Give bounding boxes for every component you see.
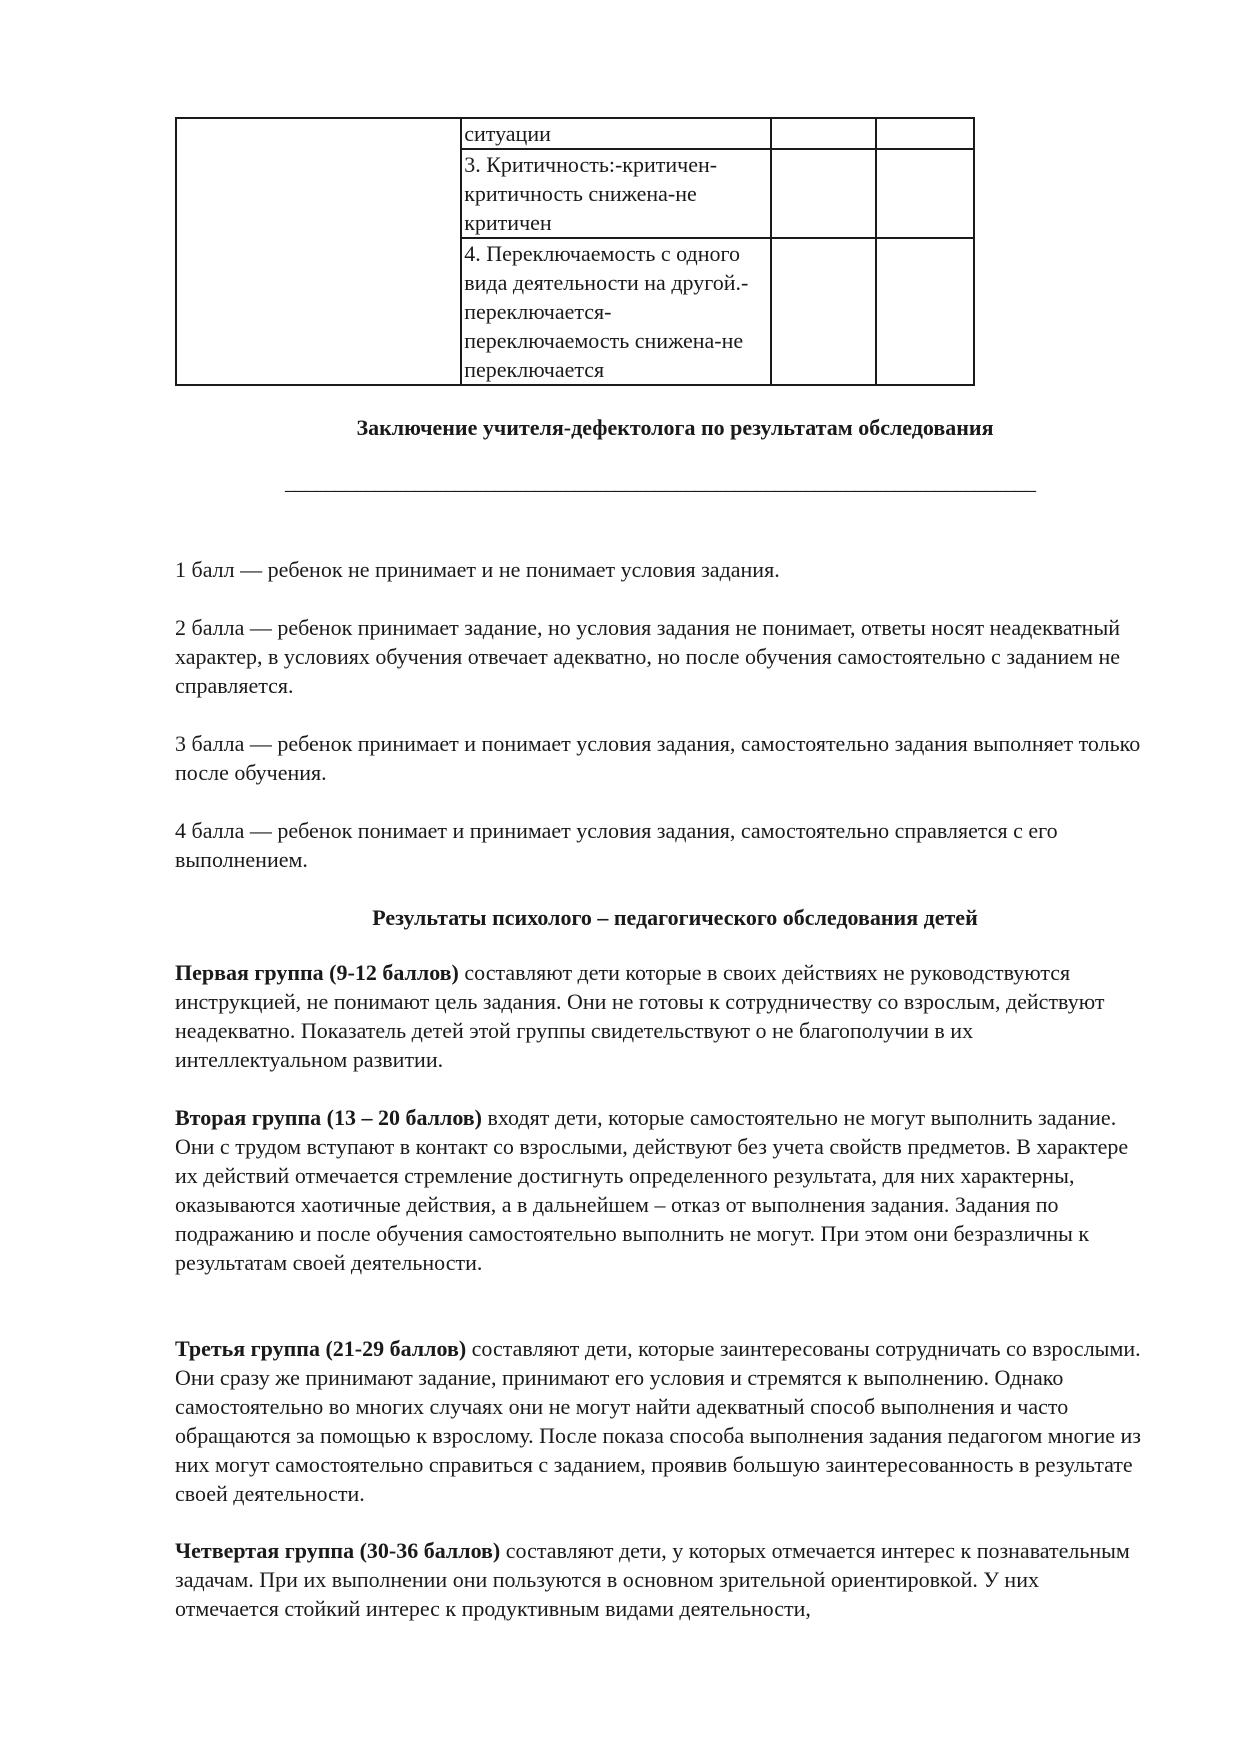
- table-cell-empty: [176, 118, 461, 385]
- group-text: составляют дети, которые заинтересованы сотрудничать со взрослыми. Они сразу же принимают задание, принимают его условия и стремятся к выполнению. Однако самостоятельно во многих случаях они не могут найти адекватный способ выполнения и часто обращаются за помощью к взрослому. После показа способа выполнения задания педагогом многие из них могут самостоятельно справиться с заданием, проявив большую заинтересованность в результате своей деятельности.: [175, 1336, 1141, 1506]
- group-paragraph-1: [175, 958, 1150, 1074]
- group-title: Вторая группа (13 – 20 баллов): [175, 1105, 482, 1130]
- table-cell-score: [876, 118, 974, 149]
- group-text: входят дети, которые самостоятельно не могут выполнить задание. Они с трудом вступают в контакт со взрослыми, действуют без учета свойств предметов. В характере их действий отмечается стремление достигнуть определенного результата, для них характерны, оказываются хаотичные действия, а в дальнейшем – отказ от выполнения задания. Задания по подражанию и после обучения самостоятельно выполнить не могут. При этом они безразличны к результатам своей деятельности.: [175, 1105, 1129, 1275]
- score-description-3: 3 балла — ребенок принимает и понимает условия задания, самостоятельно задания выполняет только после обучения.: [175, 731, 1141, 785]
- score-description-1: 1 балл — ребенок не принимает и не понимает условия задания.: [175, 557, 780, 582]
- table-cell-score: [771, 149, 876, 238]
- table-cell-criterion: 4. Переключаемость с одного вида деятельности на другой.-переключается-переключаемость снижена-не переключается: [461, 238, 771, 385]
- table-row: [176, 118, 974, 149]
- evaluation-table: [175, 117, 975, 386]
- group-paragraph-4: [175, 1536, 1145, 1623]
- score-description-2: 2 балла — ребенок принимает задание, но условия задания не понимает, ответы носят неадекватный характер, в условиях обучения отвечает адекватно, но после обучения самостоятельно с заданием не справляется.: [175, 615, 1121, 698]
- group-title: Первая группа (9-12 баллов): [175, 960, 459, 985]
- group-paragraph-2: [175, 1103, 1150, 1277]
- score-description-4: 4 балла — ребенок понимает и принимает условия задания, самостоятельно справляется с его выполнением.: [175, 818, 1058, 872]
- results-heading: Результаты психолого – педагогического обследования детей: [372, 905, 978, 930]
- table-cell-score: [771, 238, 876, 385]
- group-title: Четвертая группа (30-36 баллов): [175, 1538, 501, 1563]
- group-title: Третья группа (21-29 баллов): [175, 1336, 467, 1361]
- group-text: составляют дети, у которых отмечается интерес к познавательным задачам. При их выполнении они пользуются в основном зрительной ориентировкой. У них отмечается стойкий интерес к продуктивным видами деятельности,: [175, 1538, 1130, 1621]
- table-cell-score: [876, 238, 974, 385]
- conclusion-blank-line: ___________________________________________________________________________: [285, 469, 1035, 494]
- conclusion-heading: Заключение учителя-дефектолога по результатам обследования: [356, 415, 994, 440]
- table-cell-criterion: 3. Критичность:-критичен-критичность снижена-не критичен: [461, 149, 771, 238]
- table-cell-score: [876, 149, 974, 238]
- table-cell-score: [771, 118, 876, 149]
- group-paragraph-3: [175, 1334, 1145, 1508]
- table-cell-criterion: ситуации: [461, 118, 771, 149]
- group-text: составляют дети которые в своих действиях не руководствуются инструкцией, не понимают цель задания. Они не готовы к сотрудничеству со взрослым, действуют неадекватно. Показатель детей этой группы свидетельствуют о не благополучии в их интеллектуальном развитии.: [175, 960, 1105, 1072]
